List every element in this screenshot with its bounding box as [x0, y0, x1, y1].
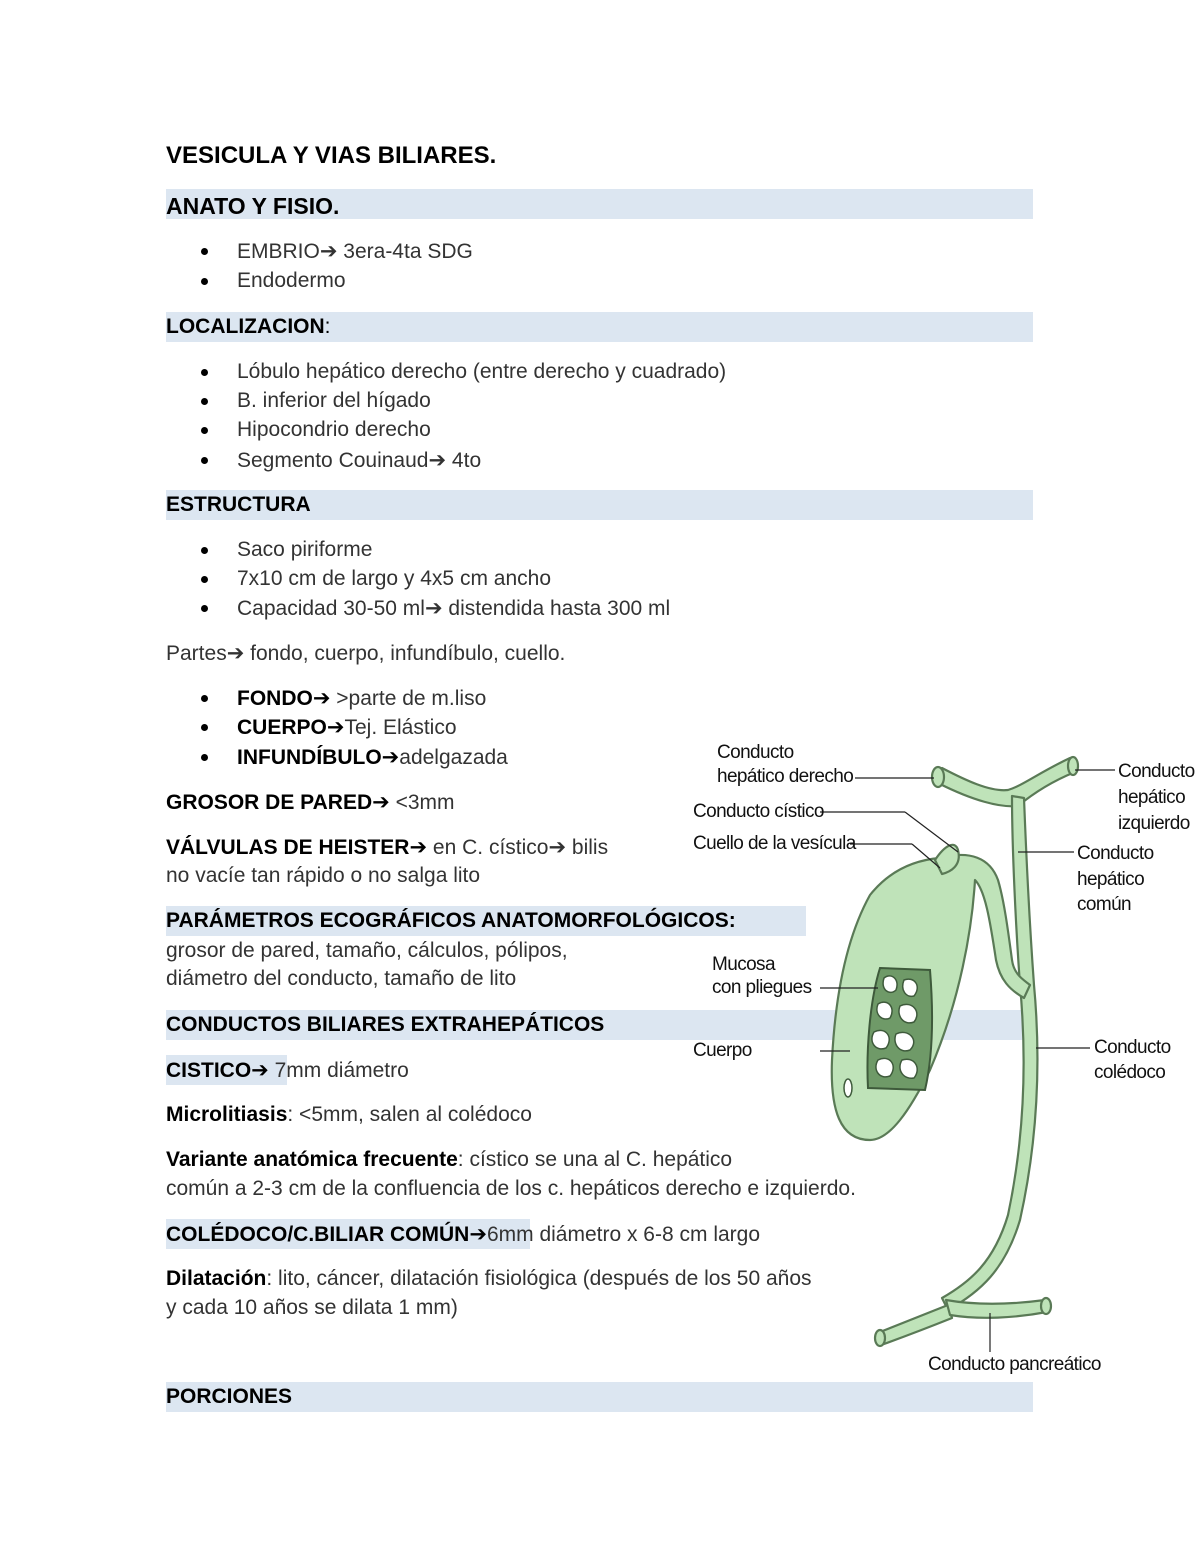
valvulas-line-2: no vacíe tan rápido o no salga lito: [166, 864, 481, 887]
valvulas-line: VÁLVULAS DE HEISTER➔ en C. cístico➔ bilis: [166, 835, 609, 859]
list-item: 7x10 cm de largo y 4x5 cm ancho: [237, 567, 551, 590]
parametros-line-2: diámetro del conducto, tamaño de lito: [166, 967, 517, 990]
section-heading-parametros: PARÁMETROS ECOGRÁFICOS ANATOMORFOLÓGICOS:: [166, 909, 736, 932]
parametros-line-1: grosor de pared, tamaño, cálculos, pólipos,: [166, 939, 568, 962]
figure-label: con pliegues: [712, 977, 812, 998]
bullet: [201, 695, 208, 702]
figure-label: Cuerpo: [693, 1040, 752, 1061]
figure-label: colédoco: [1094, 1062, 1166, 1083]
list-item: FONDO➔ >parte de m.liso: [237, 686, 487, 710]
coledoco-line: COLÉDOCO/C.BILIAR COMÚN➔6mm diámetro x 6-8 cm largo: [166, 1222, 761, 1246]
figure-label: hepático: [1118, 787, 1186, 808]
dilatacion-line-2: y cada 10 años se dilata 1 mm): [166, 1296, 458, 1319]
figure-label: Cuello de la vesícula: [693, 833, 856, 854]
bullet: [201, 457, 208, 464]
section-heading-porciones: PORCIONES: [166, 1385, 293, 1408]
bullet: [201, 547, 208, 554]
section-band: [166, 1382, 1033, 1412]
figure-label: Conducto: [1077, 843, 1154, 864]
grosor-line: GROSOR DE PARED➔ <3mm: [166, 790, 455, 814]
list-item: INFUNDÍBULO➔adelgazada: [237, 745, 508, 769]
list-item: Segmento Couinaud➔ 4to: [237, 448, 482, 472]
figure-label: Conducto pancreático: [928, 1354, 1101, 1375]
section-heading-estructura: ESTRUCTURA: [166, 493, 311, 516]
figure-label: Conducto: [717, 742, 794, 763]
page-title: VESICULA Y VIAS BILIARES.: [166, 142, 497, 169]
list-item: B. inferior del hígado: [237, 389, 431, 412]
figure-label: común: [1077, 894, 1132, 915]
bullet: [201, 605, 208, 612]
figure-label: hepático: [1077, 869, 1145, 890]
section-heading-conductos: CONDUCTOS BILIARES EXTRAHEPÁTICOS: [166, 1013, 605, 1036]
bullet: [201, 427, 208, 434]
bullet: [201, 398, 208, 405]
section-heading-anato: ANATO Y FISIO.: [166, 193, 340, 219]
list-item: Lóbulo hepático derecho (entre derecho y cuadrado): [237, 360, 727, 383]
microlitiasis-line: Microlitiasis: <5mm, salen al colédoco: [166, 1103, 532, 1126]
variante-line: Variante anatómica frecuente: cístico se una al C. hepático: [166, 1148, 733, 1171]
list-item: CUERPO➔Tej. Elástico: [237, 715, 457, 739]
dilatacion-line: Dilatación: lito, cáncer, dilatación fisiológica (después de los 50 años: [166, 1267, 812, 1290]
figure-label: Conducto cístico: [693, 801, 824, 822]
bullet: [201, 724, 208, 731]
section-heading-localizacion: LOCALIZACION:: [166, 315, 331, 338]
partes-line: Partes➔ fondo, cuerpo, infundíbulo, cuello.: [166, 641, 566, 665]
figure-label: Mucosa: [712, 954, 775, 975]
cistico-line: CISTICO➔ 7mm diámetro: [166, 1058, 409, 1082]
list-item: Capacidad 30-50 ml➔ distendida hasta 300 ml: [237, 596, 671, 620]
bullet: [201, 248, 208, 255]
variante-line-2: común a 2-3 cm de la confluencia de los c. hepáticos derecho e izquierdo.: [166, 1177, 856, 1200]
figure-label: izquierdo: [1118, 813, 1190, 834]
list-item: Saco piriforme: [237, 538, 373, 561]
list-item: Hipocondrio derecho: [237, 418, 431, 441]
figure-label: Conducto: [1094, 1037, 1171, 1058]
list-item: EMBRIO➔ 3era-4ta SDG: [237, 239, 473, 263]
biliary-anatomy-figure: [820, 740, 1200, 1380]
bullet: [201, 754, 208, 761]
bullet: [201, 278, 208, 285]
list-item: Endodermo: [237, 269, 346, 292]
figure-label: Conducto: [1118, 761, 1195, 782]
bullet: [201, 369, 208, 376]
bullet: [201, 576, 208, 583]
figure-label: hepático derecho: [717, 766, 854, 787]
